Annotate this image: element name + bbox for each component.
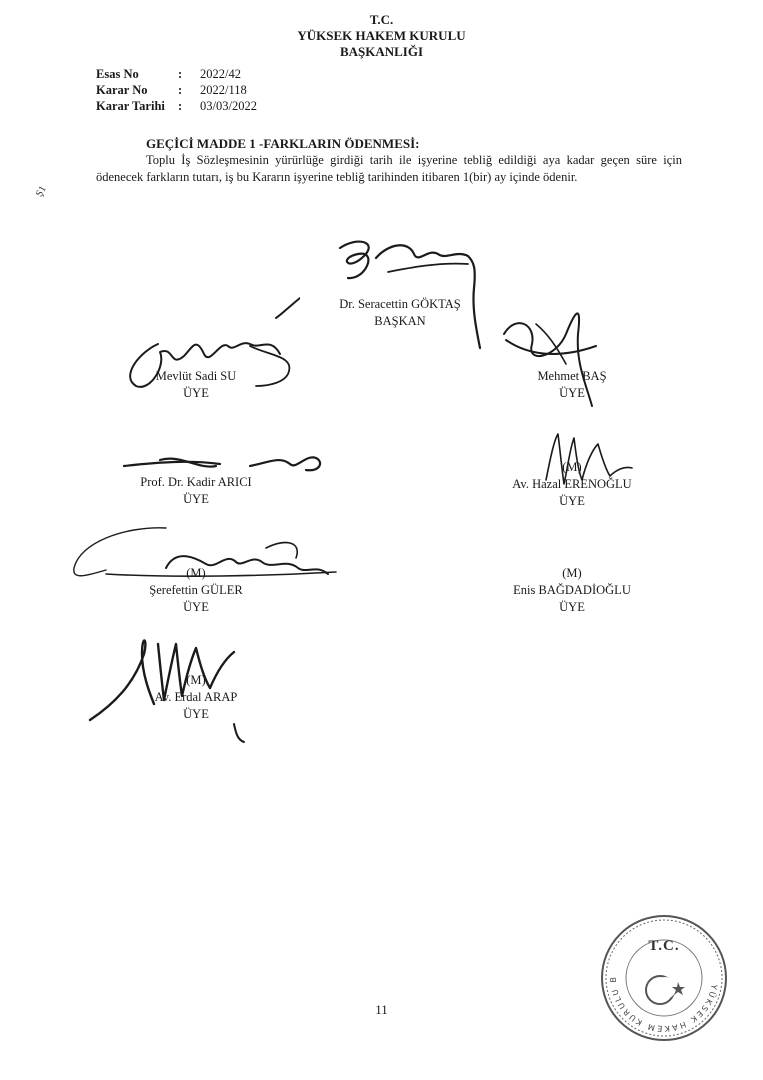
signatory-name: Mehmet BAŞ xyxy=(537,369,607,383)
signatory-member7 xyxy=(96,672,296,723)
signatory-mark: (M) xyxy=(186,566,206,580)
case-info-row xyxy=(96,66,257,82)
seal-ring-text: YÜKSEK HAKEM KURULU B xyxy=(608,974,719,1034)
margin-handwritten-mark: Ş1 xyxy=(33,184,49,199)
signatory-name: Enis BAĞDADİOĞLU xyxy=(513,583,631,597)
signatory-role: ÜYE xyxy=(183,600,209,614)
seal-top-text: T.C. xyxy=(648,938,680,954)
seal-graphic xyxy=(598,912,730,1044)
signatory-member5 xyxy=(96,565,296,616)
signatory-name: Mevlüt Sadi SU xyxy=(155,369,237,383)
signatory-name: Av. Erdal ARAP xyxy=(154,690,238,704)
case-info-colon: : xyxy=(178,99,183,113)
signatory-member1 xyxy=(96,368,296,402)
section-body: Toplu İş Sözleşmesinin yürürlüğe girdiği tarih ile işyerine tebliğ edildiği aya kadar geçen süre için ödenecek farkların tutarı, iş bu Kararın işyerine tebliğ tarihinden itibaren 1(bir) ay içinde ödenir. xyxy=(96,153,682,184)
signatory-name: Av. Hazal ERENOĞLU xyxy=(512,477,632,491)
case-info-colon: : xyxy=(178,83,183,97)
case-info xyxy=(96,66,257,114)
signature-president xyxy=(318,228,498,358)
signatory-role: ÜYE xyxy=(183,386,209,400)
signatory-member3 xyxy=(96,474,296,508)
signatory-name: Dr. Seracettin GÖKTAŞ xyxy=(339,297,461,311)
signatory-role: ÜYE xyxy=(559,600,585,614)
header-institution: YÜKSEK HAKEM KURULU xyxy=(297,28,466,43)
section-title: GEÇİCİ MADDE 1 -FARKLARIN ÖDENMESİ: xyxy=(146,136,420,151)
case-info-row xyxy=(96,82,257,98)
signatory-name: Şerefettin GÜLER xyxy=(149,583,243,597)
page-number: 11 xyxy=(375,1002,388,1017)
signatory-role: ÜYE xyxy=(559,494,585,508)
signatory-role: ÜYE xyxy=(559,386,585,400)
case-info-row xyxy=(96,98,257,114)
signatory-member6 xyxy=(472,565,672,616)
case-info-label: Karar No xyxy=(96,83,148,97)
signatory-member4 xyxy=(472,459,672,510)
case-info-colon: : xyxy=(178,67,183,81)
signatory-mark: (M) xyxy=(562,566,582,580)
header-presidency: BAŞKANLIĞI xyxy=(339,44,424,59)
signatory-mark: (M) xyxy=(186,673,206,687)
case-info-value: 03/03/2022 xyxy=(200,99,257,113)
case-info-value: 2022/42 xyxy=(200,67,241,81)
document-header xyxy=(0,12,763,60)
case-info-value: 2022/118 xyxy=(200,83,247,97)
signatory-role: BAŞKAN xyxy=(374,314,426,328)
signatory-mark: (M) xyxy=(562,460,582,474)
signatory-name: Prof. Dr. Kadir ARICI xyxy=(140,475,252,489)
signatory-role: ÜYE xyxy=(183,492,209,506)
header-tc: T.C. xyxy=(369,12,394,27)
case-info-label: Esas No xyxy=(96,67,139,81)
signatory-president xyxy=(300,296,500,330)
official-seal xyxy=(598,912,730,1044)
signatory-role: ÜYE xyxy=(183,707,209,721)
case-info-label: Karar Tarihi xyxy=(96,99,165,113)
signatory-member2 xyxy=(472,368,672,402)
